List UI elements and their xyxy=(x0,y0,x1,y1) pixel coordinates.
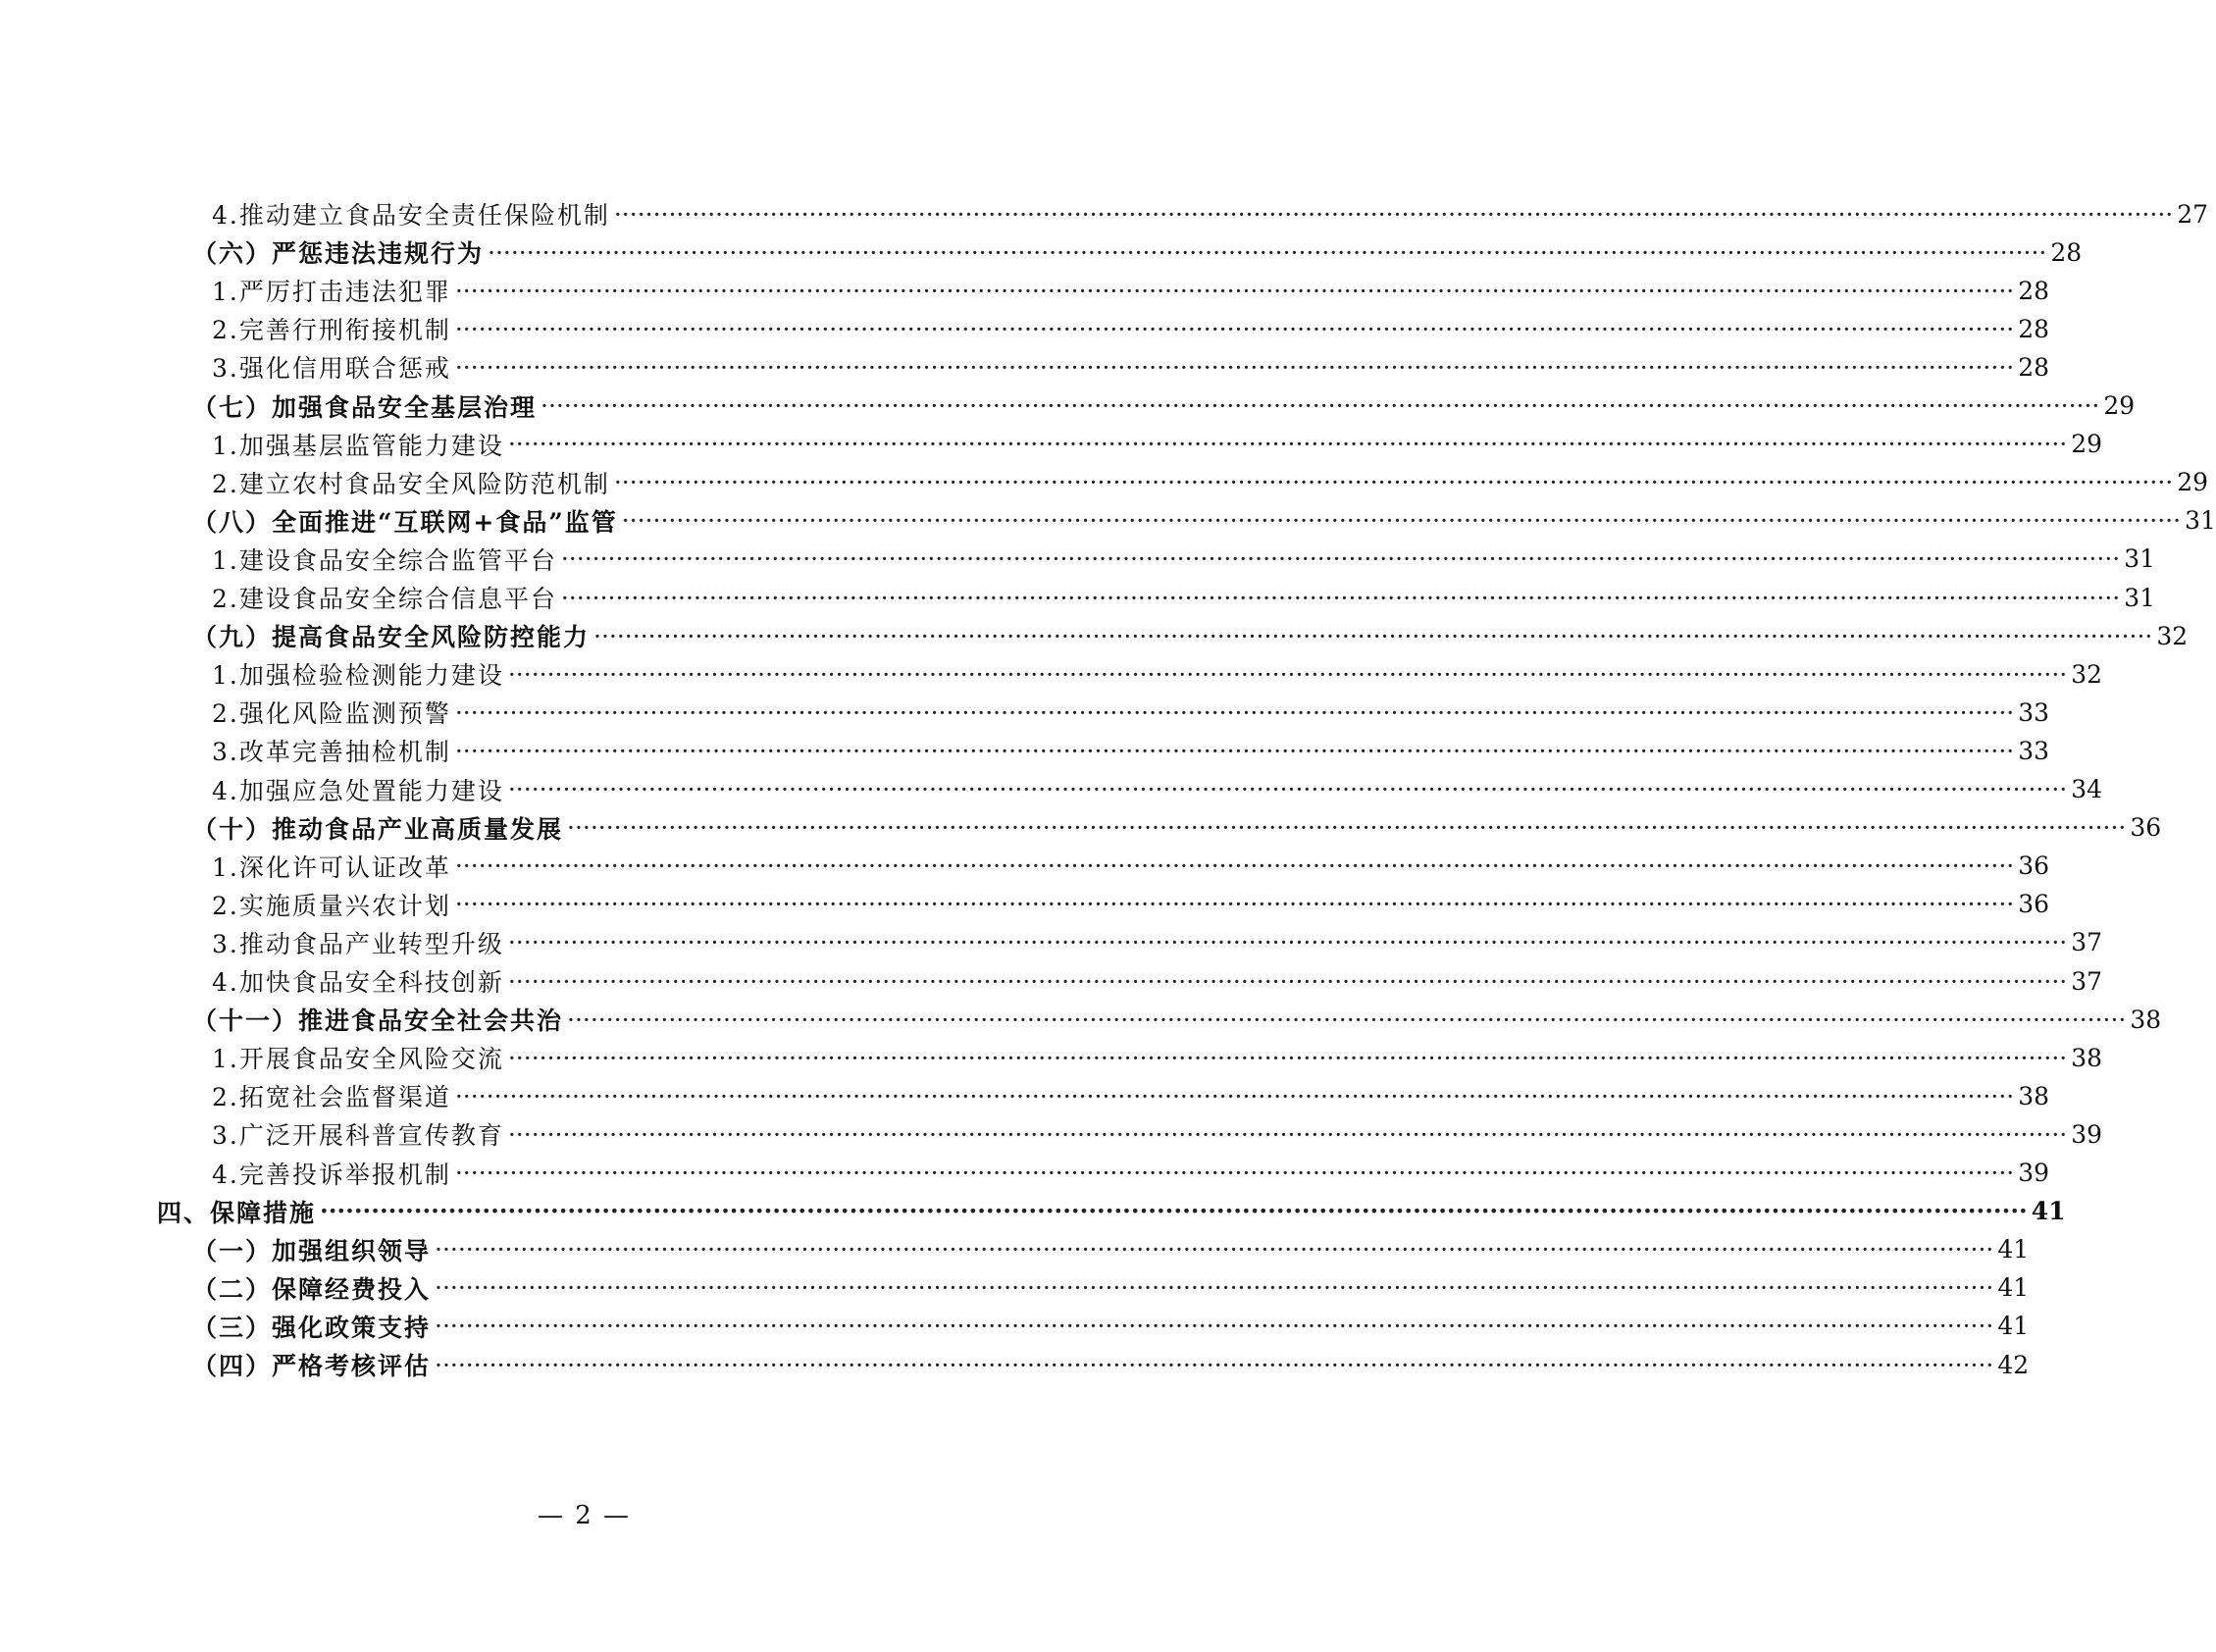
toc-entry-page: 37 xyxy=(2071,928,2103,957)
toc-entry-page: 29 xyxy=(2177,468,2209,497)
toc-entry xyxy=(192,1230,2030,1269)
toc-dot-leader: ········································································································································································································ xyxy=(507,1043,2068,1072)
toc-entry xyxy=(192,501,2216,541)
toc-dot-leader: ········································································································································································································ xyxy=(507,659,2068,689)
toc-entry-title: （八）全面推进“互联网+食品”监管 xyxy=(192,507,618,537)
toc-entry-page: 28 xyxy=(2018,276,2050,305)
toc-entry-title: （六）严惩违法违规行为 xyxy=(192,239,485,269)
toc-dot-leader: ········································································································································································································ xyxy=(435,1273,1994,1303)
toc-dot-leader: ········································································································································································································ xyxy=(454,1081,2015,1110)
toc-entry-title: 2.拓宽社会监督渠道 xyxy=(212,1083,451,1112)
toc-entry-page: 32 xyxy=(2071,659,2103,689)
toc-dot-leader: ········································································································································································································ xyxy=(621,506,2182,536)
toc-entry-title: （四）严格考核评估 xyxy=(192,1352,432,1380)
toc-entry xyxy=(212,347,2050,387)
toc-dot-leader: ········································································································································································································ xyxy=(454,276,2015,305)
toc-dot-leader: ········································································································································································································ xyxy=(507,775,2068,803)
toc-entry-page: 27 xyxy=(2177,199,2209,229)
toc-entry-page: 33 xyxy=(2018,736,2050,765)
toc-dot-leader: ········································································································································································································ xyxy=(560,583,2121,612)
toc-entry-title: 2.实施质量兴农计划 xyxy=(212,891,451,920)
toc-entry-page: 42 xyxy=(1997,1350,2030,1379)
toc-entry xyxy=(212,1038,2103,1077)
toc-entry xyxy=(212,654,2103,694)
toc-dot-leader: ········································································································································································································ xyxy=(560,544,2121,574)
toc-entry xyxy=(212,923,2103,962)
toc-entry-title: 3.广泛开展科普宣传教育 xyxy=(212,1121,504,1151)
toc-entry-title: （三）强化政策支持 xyxy=(192,1313,432,1342)
toc-entry xyxy=(212,578,2156,617)
toc-dot-leader: ········································································································································································································ xyxy=(613,468,2174,497)
toc-entry-title: 2.完善行刑衔接机制 xyxy=(212,316,451,345)
toc-entry-title: （十一）推进食品安全社会共治 xyxy=(192,1007,564,1036)
toc-entry xyxy=(192,232,2083,272)
toc-entry-page: 39 xyxy=(2018,1159,2050,1187)
toc-entry-page: 28 xyxy=(2018,352,2050,382)
toc-entry-page: 34 xyxy=(2071,775,2103,803)
toc-dot-leader: ········································································································································································································ xyxy=(454,697,2015,727)
toc-dot-leader: ········································································································································································································ xyxy=(507,1119,2068,1149)
toc-dot-leader: ········································································································································································································ xyxy=(488,237,2047,267)
toc-entry-page: 38 xyxy=(2071,1043,2103,1072)
toc-entry xyxy=(212,309,2050,348)
toc-entry-page: 36 xyxy=(2018,852,2050,881)
toc-dot-leader: ········································································································································································································ xyxy=(320,1197,2028,1226)
toc-entry-title: 3.强化信用联合惩戒 xyxy=(212,354,451,384)
toc-entry-title: 4.加强应急处置能力建设 xyxy=(212,776,504,805)
toc-dot-leader: ········································································································································································································ xyxy=(454,352,2015,382)
toc-dot-leader: ········································································································································································································ xyxy=(454,736,2015,765)
toc-entry-page: 41 xyxy=(2031,1197,2066,1226)
toc-entry xyxy=(192,387,2136,426)
toc-dot-leader: ········································································································································································································ xyxy=(507,966,2068,996)
toc-entry-title: 1.加强检验检测能力建设 xyxy=(212,661,504,691)
toc-entry xyxy=(192,1345,2030,1384)
toc-entry xyxy=(192,616,2189,655)
toc-entry-title: （二）保障经费投入 xyxy=(192,1274,432,1304)
toc-entry xyxy=(212,885,2050,924)
toc-entry xyxy=(192,1000,2162,1039)
toc-dot-leader: ········································································································································································································ xyxy=(454,1159,2015,1187)
toc-dot-leader: ········································································································································································································ xyxy=(507,430,2068,459)
toc-entry-title: 2.强化风险监测预警 xyxy=(212,699,451,729)
toc-entry xyxy=(212,1154,2050,1193)
toc-entry xyxy=(192,808,2162,848)
toc-dot-leader: ········································································································································································································ xyxy=(454,852,2015,881)
toc-entry-title: 1.加强基层监管能力建设 xyxy=(212,431,504,460)
toc-entry-title: 1.建设食品安全综合监管平台 xyxy=(212,545,557,575)
toc-entry-title: （七）加强食品安全基层治理 xyxy=(192,392,538,422)
toc-entry-page: 33 xyxy=(2018,697,2050,727)
toc-dot-leader: ········································································································································································································ xyxy=(435,1312,1994,1341)
toc-entry-title: 2.建立农村食品安全风险防范机制 xyxy=(212,469,610,498)
toc-dot-leader: ········································································································································································································ xyxy=(454,314,2015,343)
toc-entry xyxy=(212,693,2050,732)
toc-entry-page: 37 xyxy=(2071,966,2103,996)
toc-entry-title: 1.严厉打击违法犯罪 xyxy=(212,278,451,307)
toc-entry-page: 32 xyxy=(2156,621,2189,650)
toc-entry-page: 31 xyxy=(2185,506,2216,536)
page-number: — 2 — xyxy=(537,1501,632,1530)
toc-entry-page: 38 xyxy=(2130,1005,2162,1034)
toc-entry-title: 2.建设食品安全综合信息平台 xyxy=(212,585,557,613)
toc-entry-page: 29 xyxy=(2071,430,2103,459)
toc-dot-leader: ········································································································································································································ xyxy=(507,928,2068,957)
toc-entry-title: 3.推动食品产业转型升级 xyxy=(212,929,504,958)
toc-entry-page: 41 xyxy=(1997,1312,2030,1341)
toc-entry xyxy=(212,770,2103,809)
toc-entry xyxy=(212,1114,2103,1154)
toc-entry-page: 36 xyxy=(2130,813,2162,843)
toc-dot-leader: ········································································································································································································ xyxy=(567,813,2127,843)
toc-entry xyxy=(212,731,2050,770)
toc-entry xyxy=(192,1268,2030,1308)
toc-entry-page: 39 xyxy=(2071,1119,2103,1149)
toc-entry-title: 四、保障措施 xyxy=(157,1198,317,1227)
toc-entry xyxy=(192,1307,2030,1346)
toc-entry-title: 3.改革完善抽检机制 xyxy=(212,738,451,767)
toc-entry-page: 41 xyxy=(1997,1273,2030,1303)
toc-entry-title: （十）推动食品产业高质量发展 xyxy=(192,814,564,844)
toc-entry-title: （九）提高食品安全风险防控能力 xyxy=(192,623,591,652)
toc-entry xyxy=(212,194,2209,233)
toc-entry xyxy=(212,1076,2050,1115)
toc-dot-leader: ········································································································································································································ xyxy=(435,1235,1994,1265)
toc-entry xyxy=(157,1192,2066,1231)
toc-dot-leader: ········································································································································································································ xyxy=(593,621,2153,650)
toc-entry-page: 28 xyxy=(2018,314,2050,343)
toc-entry-page: 31 xyxy=(2124,544,2156,574)
toc-entry-page: 41 xyxy=(1997,1235,2030,1265)
toc-entry xyxy=(212,463,2209,502)
toc-entry-page: 36 xyxy=(2018,890,2050,919)
toc-entry-title: 4.加快食品安全科技创新 xyxy=(212,968,504,997)
toc-dot-leader: ········································································································································································································ xyxy=(435,1350,1994,1379)
toc-entry xyxy=(212,425,2103,464)
toc-entry xyxy=(212,271,2050,310)
toc-entry-page: 38 xyxy=(2018,1081,2050,1110)
toc-entry-title: 4.完善投诉举报机制 xyxy=(212,1160,451,1189)
toc-dot-leader: ········································································································································································································ xyxy=(613,199,2174,229)
toc-entry xyxy=(212,847,2050,886)
toc-entry xyxy=(212,961,2103,1001)
toc-entry-title: （一）加强组织领导 xyxy=(192,1236,432,1265)
toc-entry xyxy=(212,540,2156,579)
toc-entry-page: 29 xyxy=(2103,391,2136,420)
toc-dot-leader: ········································································································································································································ xyxy=(567,1005,2127,1034)
toc-entry-title: 1.深化许可认证改革 xyxy=(212,852,451,882)
toc-dot-leader: ········································································································································································································ xyxy=(541,391,2100,420)
toc-entry-title: 1.开展食品安全风险交流 xyxy=(212,1045,504,1074)
toc-entry-page: 31 xyxy=(2124,583,2156,612)
toc-entry-page: 28 xyxy=(2050,237,2083,267)
toc-entry-title: 4.推动建立食品安全责任保险机制 xyxy=(212,201,610,230)
toc-dot-leader: ········································································································································································································ xyxy=(454,890,2015,919)
